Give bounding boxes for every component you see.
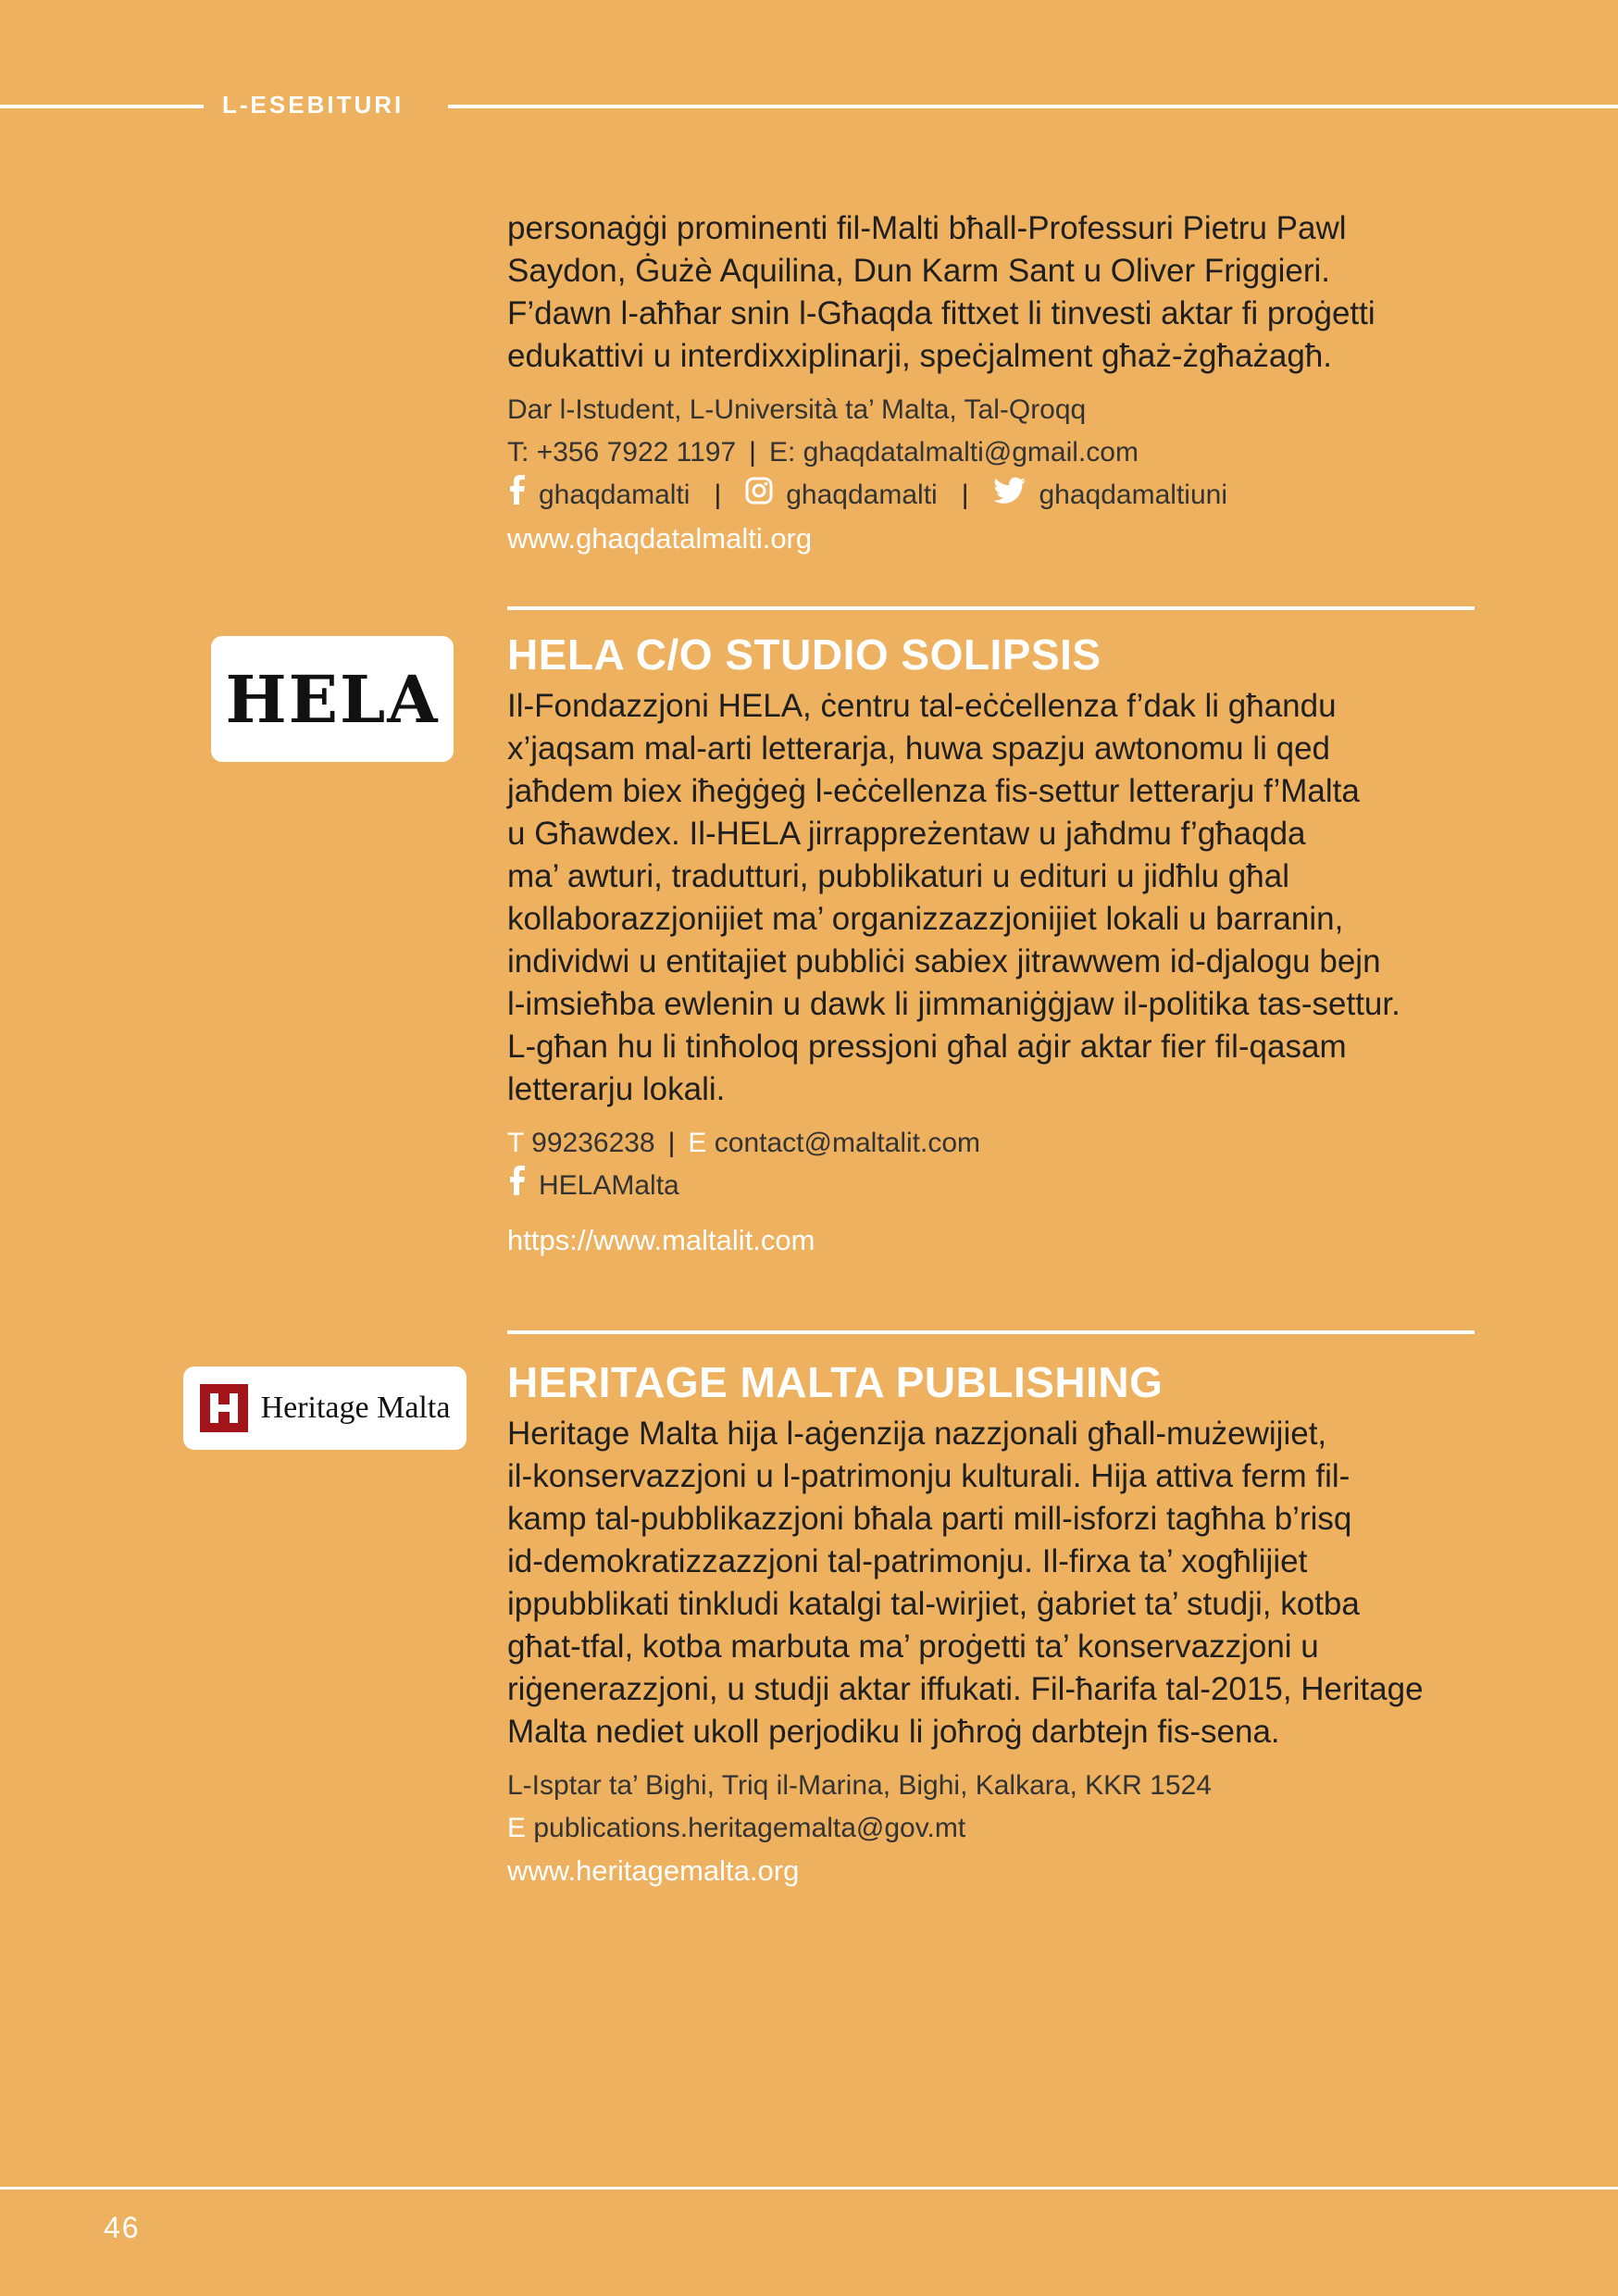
- heritage-website-link[interactable]: www.heritagemalta.org: [507, 1854, 800, 1887]
- text-line: jaħdem biex iħeġġeġ l-eċċellenza fis-settur letterarju f’Malta: [507, 773, 1360, 809]
- hela-website-link[interactable]: https://www.maltalit.com: [507, 1224, 815, 1257]
- text-line: ma’ awturi, tradutturi, pubblikaturi u edituri u jidħlu għal: [507, 858, 1289, 894]
- separator: |: [961, 480, 969, 510]
- text-line: individwi u entitajiet pubbliċi sabiex jitrawwem id-djalogu bejn: [507, 943, 1381, 980]
- ghaqda-contact-line: [507, 431, 1475, 474]
- text-line: kollaborazzjonijiet ma’ organizzazzjonijiet lokali u barranin,: [507, 901, 1344, 937]
- heritage-entry: [507, 1357, 1475, 1892]
- text-line: u Għawdex. Il-HELA jirrappreżentaw u jaħdmu f’għaqda: [507, 816, 1306, 852]
- text-line: Saydon, Ġużè Aquilina, Dun Karm Sant u Oliver Friggieri.: [507, 253, 1331, 289]
- twitter-icon: [993, 475, 1027, 518]
- header-rule-right: [448, 105, 1618, 108]
- email-label: E: [507, 1813, 527, 1843]
- text-line: riġenerazzjoni, u studji aktar iffukati. Fil-ħarifa tal-2015, Heritage: [507, 1671, 1424, 1707]
- hela-phone[interactable]: 99236238: [531, 1128, 655, 1158]
- hela-email[interactable]: contact@maltalit.com: [714, 1128, 980, 1158]
- ghaqda-instagram[interactable]: ghaqdamalti: [786, 480, 938, 510]
- heritage-title: HERITAGE MALTA PUBLISHING: [507, 1358, 1164, 1406]
- section-divider: [507, 606, 1475, 610]
- ghaqda-twitter[interactable]: ghaqdamaltiuni: [1039, 480, 1227, 510]
- ghaqda-facebook[interactable]: ghaqdamalti: [539, 480, 691, 510]
- text-line: kamp tal-pubblikazzjoni bħala parti mill-isforzi tagħha b’risq: [507, 1501, 1352, 1537]
- text-line: L-għan hu li tinħoloq pressjoni għal aġir aktar fier fil-qasam: [507, 1029, 1347, 1065]
- hela-title: HELA C/O STUDIO SOLIPSIS: [507, 630, 1101, 679]
- hela-contact-line: [507, 1122, 1475, 1165]
- hela-logo: [211, 636, 454, 762]
- heritage-malta-mark: [200, 1384, 248, 1432]
- page-number: 46: [104, 2211, 141, 2244]
- facebook-icon: [507, 475, 526, 518]
- separator: |: [667, 1128, 676, 1158]
- ghaqda-phone[interactable]: T: +356 7922 1197: [507, 437, 737, 468]
- instagram-icon: [745, 475, 773, 518]
- heritage-email[interactable]: publications.heritagemalta@gov.mt: [533, 1813, 966, 1843]
- section-divider: [507, 1330, 1475, 1334]
- ghaqda-address: Dar l-Istudent, L-Università ta’ Malta, Tal-Qroqq: [507, 394, 1087, 425]
- text-line: Il-Fondazzjoni HELA, ċentru tal-eċċellenza f’dak li għandu: [507, 688, 1337, 724]
- text-line: edukattivi u interdixxiplinarji, speċjalment għaż-żgħażagħ.: [507, 338, 1333, 374]
- text-line: id-demokratizzazzjoni tal-patrimonju. Il-firxa ta’ xogħlijiet: [507, 1543, 1308, 1579]
- text-line: għat-tfal, kotba marbuta ma’ proġetti ta’ konservazzjoni u: [507, 1628, 1319, 1665]
- footer-rule: [0, 2187, 1618, 2190]
- ghaqda-entry: [507, 207, 1475, 560]
- hela-description: [507, 685, 1475, 1111]
- text-line: personaġġi prominenti fil-Malti bħall-Professuri Pietru Pawl: [507, 210, 1347, 246]
- heritage-malta-logo: [183, 1366, 467, 1450]
- heritage-malta-logo-text: Heritage Malta: [260, 1391, 451, 1425]
- header-rule-left: [0, 105, 204, 108]
- heritage-address: L-Isptar ta’ Bighi, Triq il-Marina, Bighi, Kalkara, KKR 1524: [507, 1770, 1212, 1801]
- hela-facebook[interactable]: HELAMalta: [539, 1170, 679, 1201]
- hela-logo-text: HELA: [225, 660, 440, 738]
- heritage-contact-line: [507, 1807, 1475, 1850]
- email-label: E: [688, 1128, 707, 1158]
- text-line: il-konservazzjoni u l-patrimonju kulturali. Hija attiva ferm fil-: [507, 1458, 1350, 1494]
- text-line: F’dawn l-aħħar snin l-Għaqda fittxet li tinvesti aktar fi proġetti: [507, 295, 1375, 331]
- phone-label: T: [507, 1128, 524, 1158]
- text-line: Malta nediet ukoll perjodiku li joħroġ darbtejn fis-sena.: [507, 1714, 1280, 1750]
- text-line: x’jaqsam mal-arti letterarja, huwa spazju awtonomu li qed: [507, 730, 1331, 767]
- hela-entry: [507, 630, 1475, 1262]
- heritage-malta-h-icon: [206, 1391, 242, 1426]
- ghaqda-email[interactable]: E: ghaqdatalmalti@gmail.com: [768, 437, 1139, 468]
- facebook-icon: [507, 1166, 526, 1208]
- ghaqda-social-line: [507, 474, 1475, 518]
- ghaqda-description: [507, 207, 1475, 378]
- section-label: L-ESEBITURI: [222, 91, 404, 119]
- text-line: Heritage Malta hija l-aġenzija nazzjonali għall-mużewijiet,: [507, 1416, 1327, 1452]
- text-line: letterarju lokali.: [507, 1071, 726, 1107]
- separator: |: [749, 437, 756, 468]
- hela-social-line: [507, 1165, 1475, 1208]
- heritage-description: [507, 1413, 1475, 1753]
- separator: |: [714, 480, 722, 510]
- ghaqda-website-link[interactable]: www.ghaqdatalmalti.org: [507, 522, 813, 555]
- text-line: ippubblikati tinkludi katalgi tal-wirjiet, ġabriet ta’ studji, kotba: [507, 1586, 1360, 1622]
- text-line: l-imsieħba ewlenin u dawk li jimmaniġġjaw il-politika tas-settur.: [507, 986, 1400, 1022]
